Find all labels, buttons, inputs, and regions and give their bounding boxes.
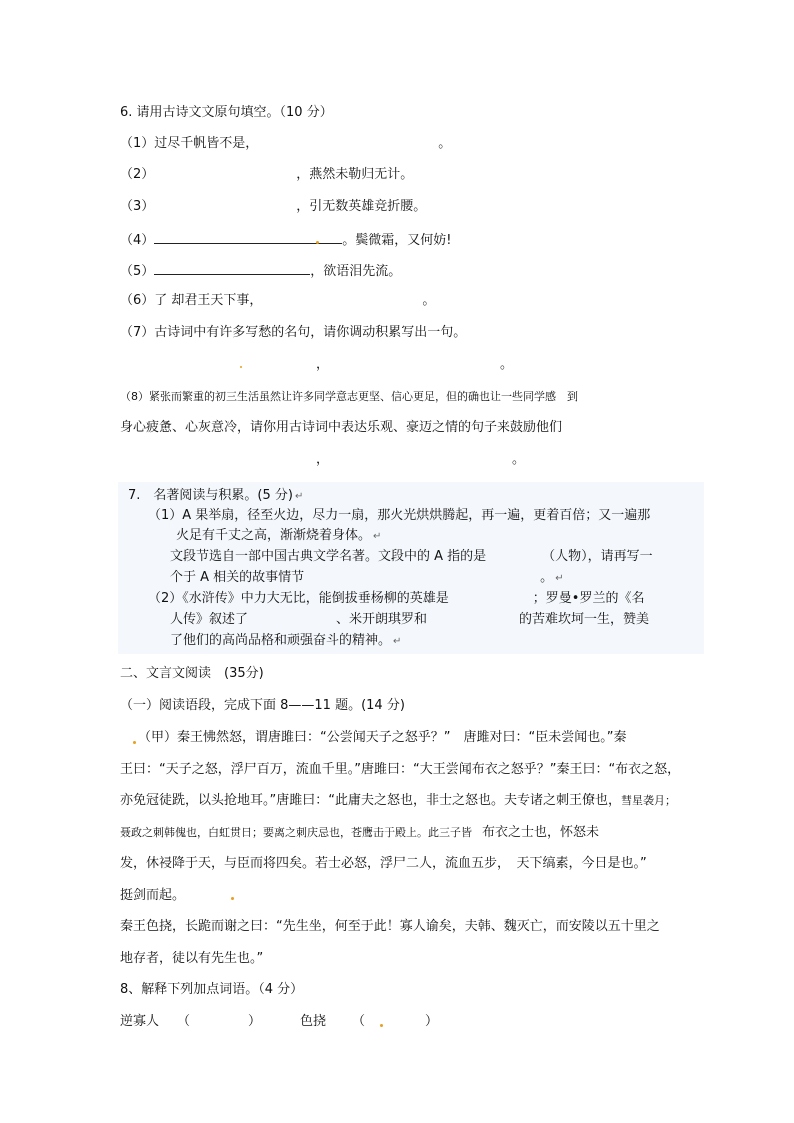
q6-item-6-before: 了 却君王天下事， (154, 293, 263, 308)
q7-p2-line3 (170, 632, 401, 651)
passage-line-4b: 布衣之士也，怀怒未 (482, 825, 600, 840)
q7-p1-line3b: （人物），请再写一 (542, 549, 653, 564)
q7-p2-line1b: ；罗曼•罗兰的《名 (532, 591, 645, 606)
return-mark-icon: ↵ (393, 636, 402, 647)
q6-item-8-comma: ， (316, 452, 330, 467)
q7-p2-line2a: 人传》叙述了 (170, 612, 249, 627)
q8-word-1-close: ） (248, 1014, 262, 1029)
q7-p1-line4-text: 个于 A 相关的故事情节 (170, 570, 305, 585)
q6-blank-5[interactable] (154, 261, 310, 275)
q6-item-3-num: （3） (120, 199, 155, 214)
passage-line-3a: 亦免冠徒跣，以头抢地耳。”唐雎曰：“此庸夫之怒也，非士之怒也。夫专诸之刺王僚也， (120, 793, 621, 808)
q7-p1-line2-text: 火足有千丈之高，渐渐烧着身体。 (176, 528, 372, 543)
q6-item-4 (120, 230, 452, 250)
q6-item-8-line1: （8）紧张而繁重的初三生活虽然让许多同学意志更坚、信心更足，但的确也让一些同学感 到 (120, 390, 578, 403)
orange-dot (316, 241, 319, 244)
q7-p1-line4 (170, 569, 564, 588)
return-mark-icon: ↵ (555, 573, 564, 584)
q7-p1-line2 (176, 527, 381, 546)
q6-item-1-before: 过尽千帆皆不是， (154, 136, 259, 151)
q8-word-2-close: ） (425, 1014, 439, 1029)
passage2-line-1: 秦王色挠，长跪而谢之曰：“先生坐，何至于此！寡人谕矣，夫韩、魏灭亡，而安陵以五十里之 (120, 919, 660, 934)
q7-p2-line2c: 的苦难坎坷一生，赞美 (519, 612, 650, 627)
q6-item-6-num: （6） (120, 293, 155, 308)
q6-item-1-after: 。 (438, 136, 452, 151)
orange-dot (240, 366, 242, 368)
passage-line-4 (120, 824, 599, 842)
q8-word-2-open: （ (352, 1014, 366, 1029)
q7-p1-line1: （1）A 果举扇，径至火边，尽力一扇，那火光烘烘腾起，再一遍，更着百倍；又一遍那 (148, 508, 651, 523)
passage-line-1: （甲）秦王怫然怒，谓唐雎曰：“公尝闻天子之怒乎？” 唐雎对曰：“臣未尝闻也。”秦 (138, 730, 627, 745)
q6-item-7-end: 。 (500, 357, 514, 372)
q8-word-1 (120, 1013, 261, 1031)
q6-item-8-end: 。 (512, 452, 526, 467)
q6-item-1-num: （1） (120, 136, 155, 151)
q6-item-6 (120, 292, 435, 310)
q7-p2-line2 (170, 611, 649, 629)
return-mark-icon: ↵ (373, 531, 382, 542)
q6-item-2-num: （2） (120, 167, 155, 182)
q7-title-text: 7. 名著阅读与积累。(5 分) (128, 488, 293, 503)
q6-item-3 (120, 198, 426, 216)
passage-line-6: 挺剑而起。 (120, 888, 186, 903)
q8-word-2 (300, 1013, 438, 1031)
q7-p2-line1a: （2）《水浒传》中力大无比，能倒拔垂杨柳的英雄是 (148, 591, 449, 606)
q6-item-4-after: 。鬓微霜，又何妨! (342, 233, 452, 248)
q8-word-1-open: （ (177, 1014, 191, 1029)
q8-word-2-text: 色挠 (300, 1014, 327, 1029)
q8-title: 8、解释下列加点词语。（4 分） (120, 982, 304, 997)
q7-p1-line3a: 文段节选自一部中国古典文学名著。文段中的 A 指的是 (170, 549, 487, 564)
section2-title: 二、文言文阅读 (35分) (120, 666, 264, 681)
q7-p2-line3-text: 了他们的高尚品格和顽强奋斗的精神。 (170, 633, 392, 648)
return-mark-icon: ↵ (294, 491, 304, 502)
q7-p2-line1 (148, 590, 644, 608)
q6-title: 6. 请用古诗文文原句填空。（10 分） (120, 105, 333, 120)
q6-item-2-after: ，燕然未勒归无计。 (296, 167, 414, 182)
q6-item-5 (120, 261, 401, 281)
q7-p2-line2b: 、米开朗琪罗和 (336, 612, 428, 627)
q6-item-7: （7）古诗词中有许多写愁的名句，请你调动积累写出一句。 (120, 325, 467, 340)
q7-p1-line4-end: 。 (540, 570, 554, 585)
q6-item-8-line2: 身心疲惫、心灰意冷，请你用古诗词中表达乐观、豪迈之情的句子来鼓励他们 (120, 420, 563, 435)
q6-item-5-after: ，欲语泪先流。 (310, 264, 402, 279)
section2-sub1: （一）阅读语段，完成下面 8——11 题。(14 分) (120, 698, 405, 713)
q6-item-6-after: 。 (422, 293, 436, 308)
q6-item-3-after: ，引无数英雄竞折腰。 (296, 199, 427, 214)
q6-item-4-num: （4） (120, 233, 155, 248)
passage-line-3 (120, 792, 676, 810)
passage-line-2: 王曰：“天子之怒，浮尸百万，流血千里。”唐雎曰：“大王尝闻布衣之怒乎？”秦王曰：“布衣之怒， (120, 762, 681, 777)
passage-line-5: 发，休祲降于天，与臣而将四矣。若士必怒，浮尸二人，流血五步， 天下缟素，今日是也。” (120, 856, 647, 871)
orange-dot (380, 1024, 383, 1027)
q7-p1-line3 (170, 548, 653, 566)
orange-dot (133, 741, 136, 744)
q6-item-5-num: （5） (120, 264, 155, 279)
q7-title (128, 487, 303, 506)
q6-item-7-comma: ， (316, 357, 330, 372)
passage-line-3b: 彗星袭月； (620, 794, 676, 807)
q6-item-1 (120, 135, 451, 153)
passage-line-4a: 聂政之刺韩傀也，白虹贯日；要离之刺庆忌也，苍鹰击于殿上。此三子皆 (120, 826, 472, 839)
q6-blank-4[interactable] (154, 230, 342, 244)
passage2-line-2: 地存者，徒以有先生也。” (120, 951, 264, 966)
q6-item-2 (120, 166, 413, 184)
orange-dot (231, 897, 234, 900)
q8-word-1-text: 逆寡人 (120, 1014, 160, 1029)
